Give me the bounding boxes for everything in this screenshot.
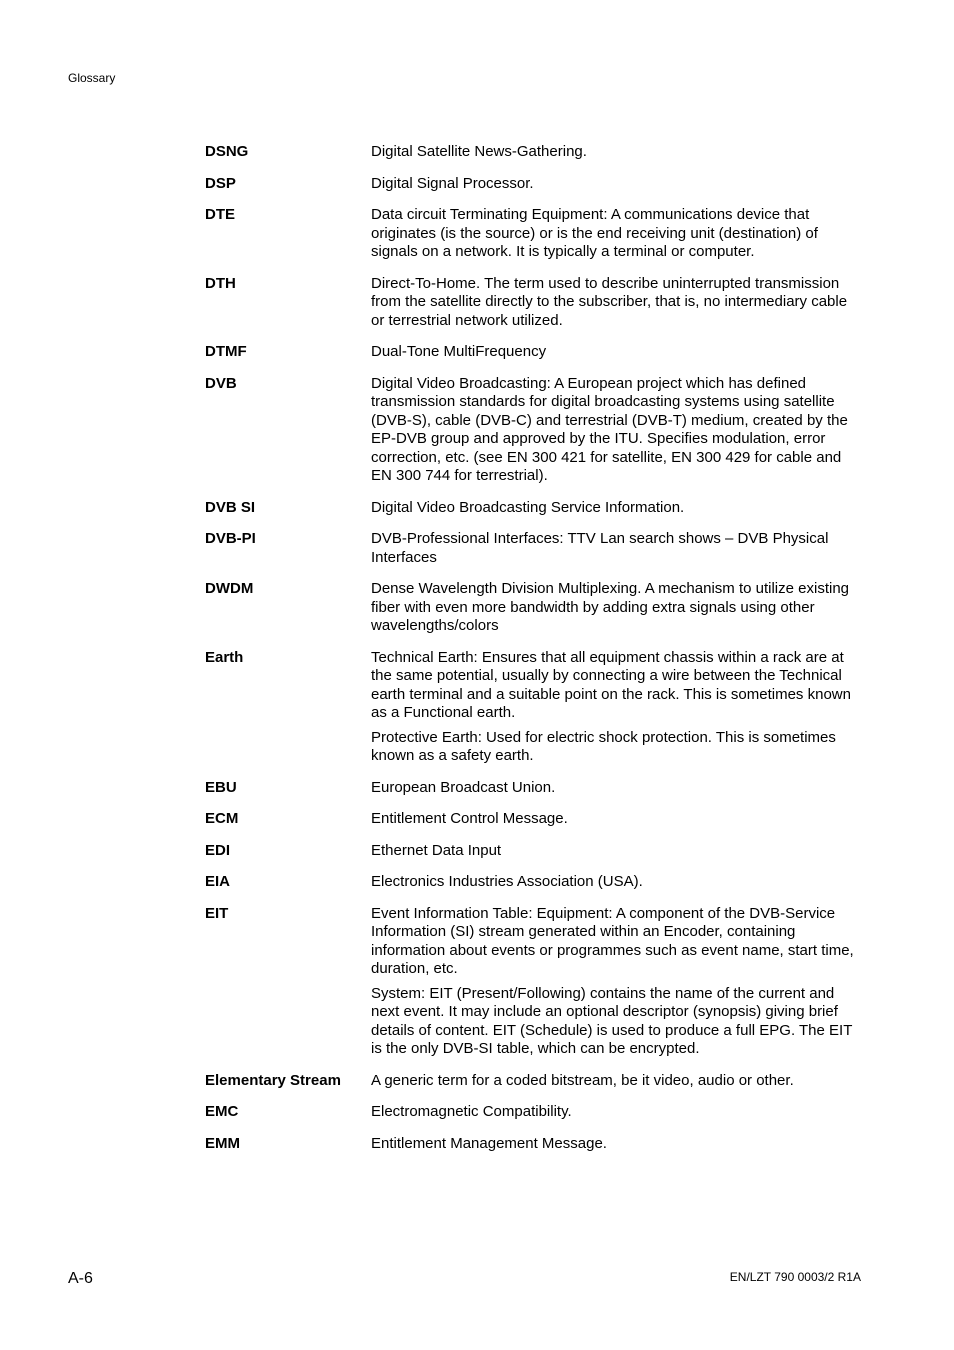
glossary-entry (205, 143, 860, 162)
glossary-definition: Dual-Tone MultiFrequency (371, 343, 547, 360)
glossary-term: EMC (205, 1103, 239, 1120)
glossary-term: Elementary Stream (205, 1071, 341, 1089)
glossary-definition: Digital Satellite News-Gathering. (371, 143, 587, 160)
glossary-entry (205, 375, 860, 486)
glossary-entry (205, 580, 860, 636)
glossary-definition-block (371, 143, 860, 162)
glossary-term: DVB SI (205, 498, 256, 516)
glossary-definition-block (371, 842, 860, 861)
glossary-definition-block (371, 649, 860, 766)
glossary-definition-block (371, 206, 860, 262)
glossary-term: DVB (205, 374, 237, 392)
glossary-definition: Direct-To-Home. The term used to describe uninterrupted transmission from the satellite directly to the subscriber, that is, no intermediary cable or terrestrial network utilized. (371, 274, 848, 329)
glossary-entry (205, 842, 860, 861)
glossary-definition: Digital Video Broadcasting Service Information. (371, 498, 685, 516)
glossary-term: EIT (205, 904, 229, 922)
glossary-term: EMM (205, 1134, 240, 1152)
glossary-definition: Entitlement Control Message. (371, 810, 568, 827)
glossary-definition: Digital Video Broadcasting: A European project which has defined transmission standards for digital broadcasting systems using satellite (DVB-S), cable (DVB-C) and terrestrial (DVB-T) medium, created by the EP-DVB group and approved by the ITU. Specifies modulation, error correction, etc. (see EN 300 421 for satellite, EN 300 429 for cable and EN 300 744 for terrestrial). (371, 374, 848, 484)
glossary-entry (205, 530, 860, 567)
glossary-entry (205, 206, 860, 262)
glossary-term: ECM (205, 810, 239, 827)
glossary-term: DSNG (205, 143, 249, 160)
glossary-entry (205, 1103, 860, 1122)
glossary-definition-block (371, 175, 860, 194)
glossary-term: DTH (205, 274, 236, 292)
glossary-term: DTMF (205, 343, 247, 360)
glossary-definition-block (371, 275, 860, 331)
glossary-entry (205, 499, 860, 518)
glossary-term: EIA (205, 873, 231, 890)
glossary-entry (205, 275, 860, 331)
running-header: Glossary (68, 71, 116, 85)
glossary-list (205, 143, 860, 1166)
glossary-entry (205, 810, 860, 829)
glossary-term: DTE (205, 206, 235, 223)
glossary-definition-block (371, 810, 860, 829)
glossary-entry (205, 779, 860, 798)
page-number: A-6 (68, 1270, 93, 1287)
glossary-definition: Digital Signal Processor. (371, 174, 534, 192)
glossary-definition-block (371, 580, 860, 636)
glossary-definition: Ethernet Data Input (371, 841, 502, 859)
glossary-definition-block (371, 873, 860, 892)
glossary-definition-block (371, 375, 860, 486)
glossary-definition: Electronics Industries Association (USA). (371, 873, 643, 890)
glossary-term: EDI (205, 841, 231, 859)
glossary-definition: European Broadcast Union. (371, 778, 556, 796)
glossary-entry (205, 175, 860, 194)
glossary-definition: DVB-Professional Interfaces: TTV Lan search shows – DVB Physical Interfaces (371, 530, 829, 566)
glossary-definition: Dense Wavelength Division Multiplexing. A mechanism to utilize existing fiber with even more bandwidth by adding extra signals using other wavelengths/colors (371, 580, 850, 634)
glossary-definition: System: EIT (Present/Following) contains the name of the current and next event. It may include an optional descriptor (synopsis) giving brief details of content. EIT (Schedule) is used to produce a full EPG. The EIT is the only DVB-SI table, which can be encrypted. (371, 984, 853, 1057)
glossary-definition: Event Information Table: Equipment: A component of the DVB-Service Information (SI) stream generated within an Encoder, containing information about events or programmes such as event name, start time, duration, etc. (371, 904, 854, 977)
glossary-definition-block (371, 779, 860, 798)
glossary-term: DSP (205, 174, 236, 192)
glossary-term: Earth (205, 648, 244, 666)
document-id: EN/LZT 790 0003/2 R1A (729, 1270, 861, 1284)
glossary-term: DWDM (205, 580, 254, 597)
glossary-entry (205, 873, 860, 892)
glossary-definition-block (371, 530, 860, 567)
glossary-entry (205, 1072, 860, 1091)
glossary-definition: Technical Earth: Ensures that all equipment chassis within a rack are at the same potential, usually by connecting a wire between the Technical earth terminal and a suitable point on the rack. This is sometimes known as a Functional earth. (371, 648, 851, 721)
glossary-definition: Entitlement Management Message. (371, 1134, 607, 1152)
glossary-definition-block (371, 1135, 860, 1154)
glossary-entry (205, 905, 860, 1059)
glossary-definition-block (371, 499, 860, 518)
glossary-entry (205, 649, 860, 766)
glossary-definition-block (371, 905, 860, 1059)
glossary-term: DVB-PI (205, 530, 256, 547)
glossary-entry (205, 1135, 860, 1154)
glossary-definition-block (371, 1103, 860, 1122)
glossary-entry (205, 343, 860, 362)
glossary-definition: Electromagnetic Compatibility. (371, 1103, 572, 1120)
glossary-definition: A generic term for a coded bitstream, be it video, audio or other. (371, 1071, 794, 1089)
glossary-definition: Protective Earth: Used for electric shock protection. This is sometimes known as a safety earth. (371, 728, 836, 764)
glossary-definition-block (371, 1072, 860, 1091)
glossary-term: EBU (205, 778, 237, 796)
glossary-definition: Data circuit Terminating Equipment: A communications device that originates (is the source) or is the end receiving unit (destination) of signals on a network. It is typically a terminal or computer. (371, 206, 818, 260)
glossary-definition-block (371, 343, 860, 362)
